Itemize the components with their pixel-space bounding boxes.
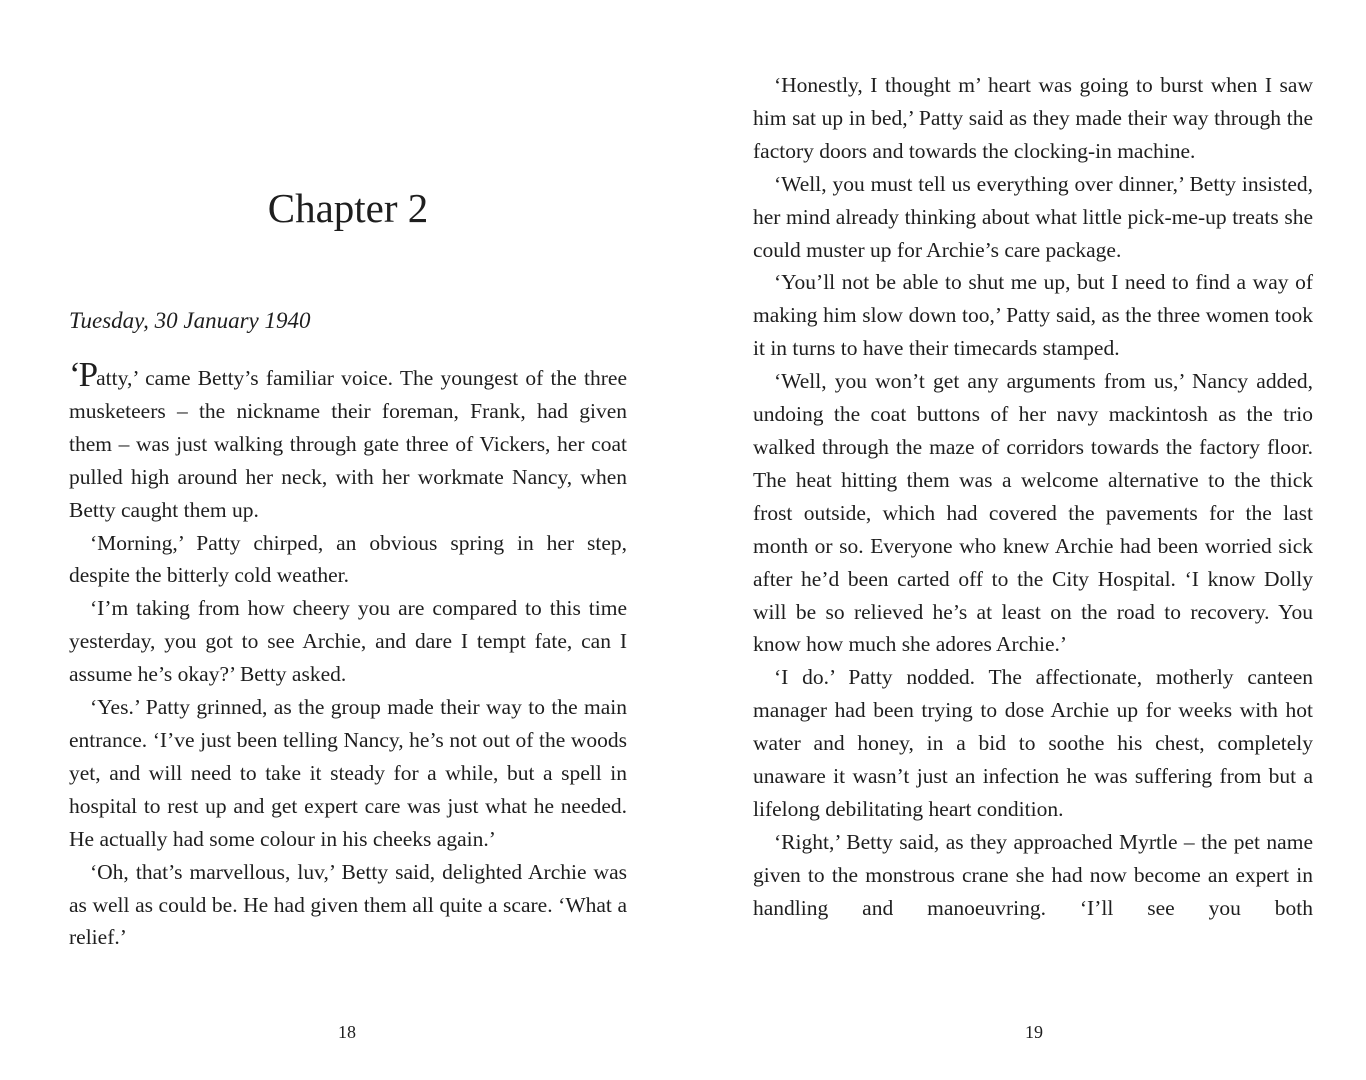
paragraph: ‘I do.’ Patty nodded. The affectionate, motherly canteen manager had been trying to dose Archie up for weeks with hot water and honey, in a bid to soothe his chest, completely unaware it wasn’t just an infection he was suffering from but a lifelong debilitating heart condition. [753, 665, 1313, 821]
paragraph: ‘I’m taking from how cheery you are compared to this time yesterday, you got to see Archie, and dare I tempt fate, can I assume he’s okay?’ Betty asked. [69, 596, 627, 687]
paragraph: ‘Morning,’ Patty chirped, an obvious spring in her step, despite the bitterly cold weather. [69, 530, 627, 588]
paragraph: ‘Well, you must tell us everything over dinner,’ Betty insisted, her mind already thinking about what little pick-me-up treats she could muster up for Archie’s care package. [753, 171, 1313, 262]
paragraph: ‘Yes.’ Patty grinned, as the group made their way to the main entrance. ‘I’ve just been telling Nancy, he’s not out of the woods yet, and will need to take it steady for a while, but a spell in hospital to rest up and get expert care was just what he needed. He actually had some colour in his cheeks again.’ [69, 695, 627, 851]
paragraph: ‘Oh, that’s marvellous, luv,’ Betty said, delighted Archie was as well as could be. He had given them all quite a scare. ‘What a relief.’ [69, 859, 627, 950]
paragraph: ‘Honestly, I thought m’ heart was going to burst when I saw him sat up in bed,’ Patty said as they made their way through the factory doors and towards the clocking-in machine. [753, 73, 1313, 163]
right-page-body [753, 69, 1313, 925]
continued-paragraph: ‘Right,’ Betty said, as they approached Myrtle – the pet name given to the monstrous crane she had now become an expert in handling and manoeuvring. ‘I’ll see you both [753, 829, 1313, 920]
chapter-date: Tuesday, 30 January 1940 [69, 308, 311, 333]
drop-cap: ‘P [69, 355, 97, 394]
paragraph: ‘You’ll not be able to shut me up, but I need to find a way of making him slow down too,’ Patty said, as the three women took it in turns to have their timecards stamped. [753, 270, 1313, 361]
page-number: 19 [1025, 1022, 1043, 1042]
opening-paragraph-text: atty,’ came Betty’s familiar voice. The youngest of the three musketeers – the nickname their foreman, Frank, had given them – was just walking through gate three of Vickers, her coat pulled high around her neck, with her workmate Nancy, when Betty caught them up. [69, 366, 627, 522]
opening-paragraph [69, 355, 627, 527]
chapter-title: Chapter 2 [267, 185, 429, 231]
paragraph: ‘Well, you won’t get any arguments from us,’ Nancy added, undoing the coat buttons of her navy mackintosh as the trio walked through the maze of corridors towards the factory floor. The heat hitting them was a welcome alternative to the thick frost outside, which had covered the pavements for the last month or so. Everyone who knew Archie had been worried sick after he’d been carted off to the City Hospital. ‘I know Dolly will be so relieved he’s at least on the road to recovery. You know how much she adores Archie.’ [753, 369, 1313, 657]
left-page-body [69, 355, 627, 954]
right-page [683, 0, 1366, 1080]
page-number: 18 [338, 1022, 356, 1042]
